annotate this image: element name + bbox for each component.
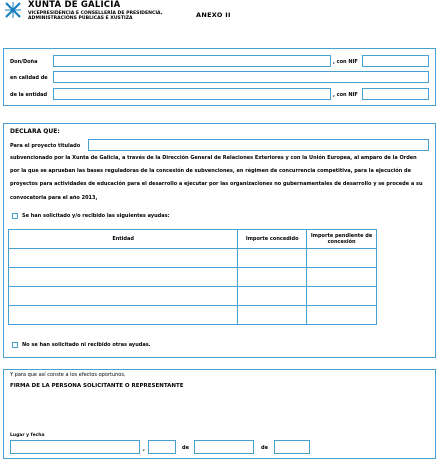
project-title-field[interactable]: [88, 139, 429, 151]
pending-amount-cell[interactable]: [307, 249, 377, 268]
declaration-title: DECLARA QUE:: [10, 128, 60, 135]
table-row: [9, 249, 377, 268]
entity-cell[interactable]: [9, 287, 238, 306]
signature-intro: Y para que así conste a los efectos oportunos,: [10, 372, 126, 378]
nif-label-2: , con NIF: [333, 92, 358, 98]
department-name: [28, 11, 162, 22]
pending-amount-cell[interactable]: [307, 287, 377, 306]
date-de-2: de: [261, 445, 268, 451]
table-row: [9, 306, 377, 325]
entity-field[interactable]: [53, 88, 331, 100]
requested-aid-checkbox[interactable]: [12, 213, 18, 219]
name-label: Don/Doña: [10, 59, 38, 65]
place-date-label: Lugar y fecha: [10, 433, 45, 438]
role-field[interactable]: [53, 71, 429, 83]
entity-label: de la entidad: [10, 92, 48, 98]
nif-label-1: , con NIF: [333, 59, 358, 65]
declaration-line-4: convocatoria para el año 2013,: [10, 194, 98, 201]
declaration-text: [10, 152, 423, 205]
no-aid-label: No se han solicitado ni recibido otras ayudas.: [22, 342, 151, 348]
nif-field-1[interactable]: [362, 55, 429, 67]
nif-field-2[interactable]: [362, 88, 429, 100]
requested-aid-label: Se han solicitado y/o recibido las siguientes ayudas:: [22, 213, 170, 219]
no-aid-checkbox[interactable]: [12, 342, 18, 348]
org-name: XUNTA DE GALICIA: [28, 0, 121, 10]
granted-amount-cell[interactable]: [238, 287, 307, 306]
name-field[interactable]: [53, 55, 331, 67]
granted-amount-cell[interactable]: [238, 249, 307, 268]
column-entity: Entidad: [9, 230, 238, 249]
year-field[interactable]: [274, 440, 310, 454]
table-row: [9, 268, 377, 287]
aid-table-header: [9, 230, 377, 249]
department-line-1: VICEPRESIDENCIA E CONSELLERÍA DE PRESIDENCIA,: [28, 11, 163, 16]
column-granted-amount: Importe concedido: [238, 230, 307, 249]
pending-amount-cell[interactable]: [307, 306, 377, 325]
day-field[interactable]: [148, 440, 176, 454]
granted-amount-cell[interactable]: [238, 306, 307, 325]
project-label: Para el proyecto titulado: [10, 143, 81, 149]
role-label: en calidad de: [10, 75, 48, 81]
aid-table: [8, 229, 377, 325]
xunta-logo-icon: [4, 1, 22, 19]
table-row: [9, 287, 377, 306]
declaration-line-3: proyectos para actividades de educación para el desarrollo a ejecutar por las organizaciones no gubernamentales de desarrollo y se procede a su: [10, 181, 423, 188]
annex-title: ANEXO II: [196, 11, 231, 19]
date-de-1: de: [182, 445, 189, 451]
granted-amount-cell[interactable]: [238, 268, 307, 287]
declaration-line-2: por la que se aprueban las bases reguladoras de la concesión de subvenciones, en régimen de concurrencia competitiva, para la ejecución de: [10, 168, 411, 175]
entity-cell[interactable]: [9, 306, 238, 325]
month-field[interactable]: [194, 440, 254, 454]
place-field[interactable]: [10, 440, 140, 454]
place-date-comma: ,: [143, 446, 145, 452]
declaration-line-1: subvencionado por la Xunta de Galicia, a través de la Dirección General de Relaciones Exteriores y con la Unión Europea, al amparo de la Orden: [10, 155, 417, 161]
entity-cell[interactable]: [9, 268, 238, 287]
entity-cell[interactable]: [9, 249, 238, 268]
pending-amount-cell[interactable]: [307, 268, 377, 287]
signature-title: FIRMA DE LA PERSONA SOLICITANTE O REPRESENTANTE: [10, 383, 184, 389]
department-line-2: ADMINISTRACIÓNS PÚBLICAS E XUSTIZA: [28, 16, 133, 22]
column-pending-amount: Importe pendiente de concesión: [307, 230, 377, 249]
